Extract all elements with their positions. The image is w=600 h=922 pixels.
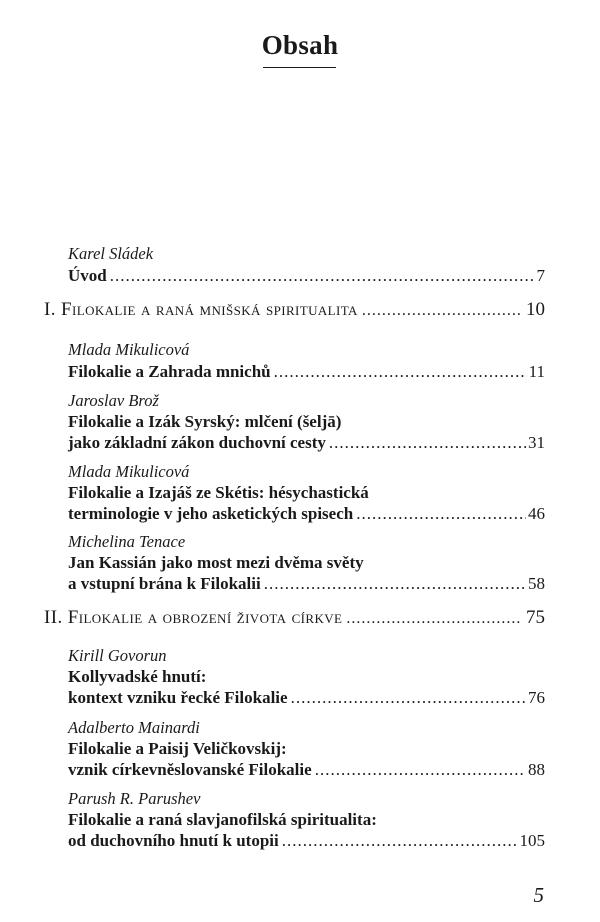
dot-leader	[282, 831, 518, 851]
toc-entry-title: od duchovního hnutí k utopii	[68, 831, 279, 850]
toc-entry-title: a vstupní brána k Filokalii	[68, 574, 261, 593]
dot-leader	[356, 504, 526, 524]
toc-entry-title: Filokalie a Zahrada mnichů	[68, 362, 271, 381]
toc-entry	[68, 831, 545, 851]
toc-author: Mlada Mikulicová	[68, 340, 190, 359]
toc-author: Michelina Tenace	[68, 532, 186, 551]
toc-entry	[68, 760, 545, 780]
toc-section-title: II. Filokalie a obrození života církve	[44, 607, 343, 628]
toc-entry-title: Filokalie a Izajáš ze Skétis: hésychastická	[68, 483, 369, 502]
toc-page-number: 11	[528, 362, 545, 381]
toc-entry-title: vznik církevněslovanské Filokalie	[68, 760, 312, 779]
toc-entry-title: kontext vzniku řecké Filokalie	[68, 688, 288, 707]
toc-entry-title: terminologie v jeho asketických spisech	[68, 504, 354, 523]
toc-author: Parush R. Parushev	[68, 789, 201, 808]
toc-entry-title: Úvod	[68, 266, 107, 285]
dot-leader	[362, 300, 522, 322]
toc-page-number: 7	[536, 266, 545, 285]
toc-section-title: I. Filokalie a raná mnišská spiritualita	[44, 299, 358, 320]
toc-entry-title: Filokalie a Paisij Veličkovskij:	[68, 739, 287, 758]
dot-leader	[329, 433, 526, 453]
dot-leader	[291, 688, 526, 708]
toc-entry-title: Jan Kassián jako most mezi dvěma světy	[68, 553, 364, 572]
toc-entry-title: Kollyvadské hnutí:	[68, 667, 207, 686]
toc-entry-title: Filokalie a raná slavjanofilská spiritualita:	[68, 810, 377, 829]
toc-section	[44, 299, 545, 322]
dot-leader	[315, 760, 526, 780]
toc-author: Mlada Mikulicová	[68, 462, 190, 481]
toc-section	[44, 607, 545, 630]
toc-entry	[68, 574, 545, 594]
toc-author: Adalberto Mainardi	[68, 718, 200, 737]
dot-leader	[264, 574, 526, 594]
toc-page-number: 88	[528, 760, 545, 779]
toc-entry-title: jako základní zákon duchovní cesty	[68, 433, 326, 452]
toc-author: Jaroslav Brož	[68, 391, 159, 410]
page-title: Obsah	[261, 30, 339, 60]
toc-page-number: 31	[528, 433, 545, 452]
dot-leader	[346, 608, 522, 630]
toc-author: Kirill Govorun	[68, 646, 167, 665]
toc-page-number: 10	[526, 299, 545, 320]
page-number: 5	[533, 883, 544, 907]
toc-entry	[68, 504, 545, 524]
toc-entry	[68, 433, 545, 453]
dot-leader	[110, 266, 535, 286]
toc-page-number: 105	[519, 831, 545, 850]
toc-entry	[68, 266, 545, 286]
toc-entry	[68, 688, 545, 708]
toc-entry	[68, 362, 545, 382]
toc-author: Karel Sládek	[68, 244, 154, 263]
toc-page-number: 76	[528, 688, 545, 707]
dot-leader	[274, 362, 527, 382]
toc-page-number: 58	[528, 574, 545, 593]
toc-page-number: 46	[528, 504, 545, 523]
toc-page-number: 75	[526, 607, 545, 628]
toc-entry-title: Filokalie a Izák Syrský: mlčení (šeljā)	[68, 412, 342, 431]
